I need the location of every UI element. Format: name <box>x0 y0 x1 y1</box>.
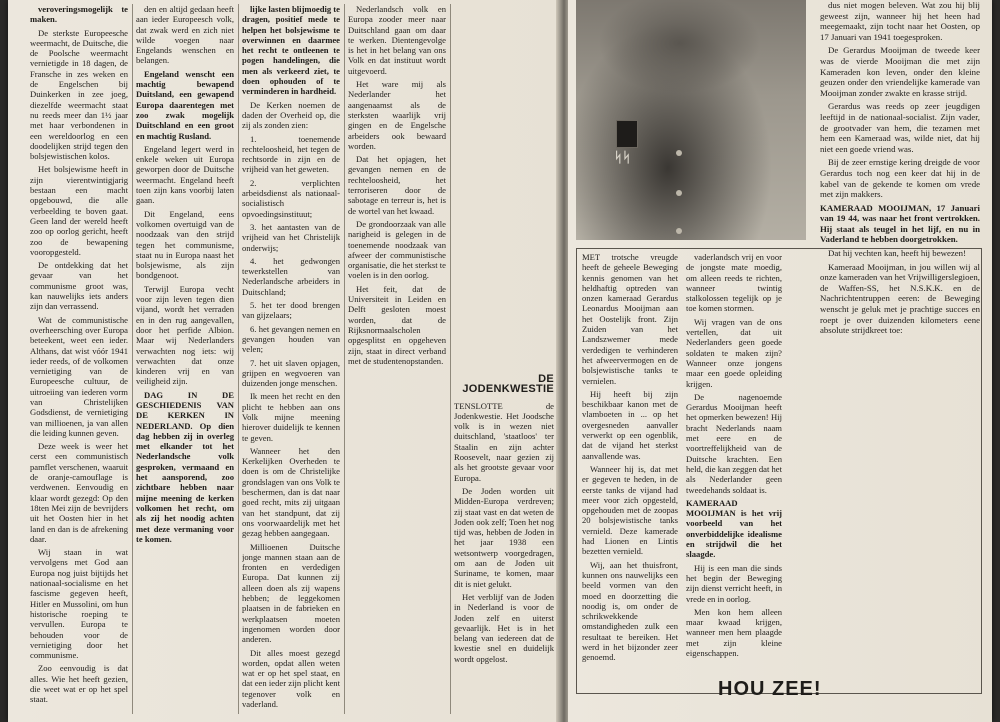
closing-banner <box>568 660 992 722</box>
paragraph: Millioenen Duitsche jonge mannen staan aan de fronten en verdedigen Europa. Dat kunnen zij alleen doen als zij wapens hebben; de leggekomen plaatsen in de fabrieken en werkplaatsen moeten ingenomen worden door anderen. <box>242 541 340 645</box>
paragraph: 5. het ter dood brengen van gijzelaars; <box>242 300 340 321</box>
closing-slogan: HOU ZEE! <box>718 678 822 700</box>
paragraph: Ik meen het recht en den plicht te hebben aan ons Volk mijne meening hierover duidelijk te kennen te geven. <box>242 391 340 443</box>
paragraph: Wij, aan het thuisfront, kunnen ons nauwelijks een beeld vormen van den moed en doorzetting die noodig is, om onder de schrikwekkende omstandigheden zulk een resultaat te bereiken. Het werd in het bijzonder zeer genoemd. <box>582 559 678 663</box>
paragraph: Kameraad Mooijman, in jou willen wij al onze kameraden van het Vrijwilligerslegioen, de Waffen-SS, het N.S.K.K. en de Nachrichtentruppen eeren: de Beweging wenscht je geluk met je prachtige succes en roept je over duizenden kilometers eene absolute strijdkreet toe: <box>820 261 980 336</box>
paragraph: De ontdekking dat het gevaar van het communisme groot was, kan nauwelijks iets anders zijn dan verrassend. <box>30 260 128 312</box>
paragraph: Men kon hem alleen maar kwaad krijgen, wanneer men hem plaagde met zijn kleine eigenschappen. <box>686 606 782 658</box>
paragraph: Dat hij vechten kan, heeft hij bewezen! <box>828 248 967 259</box>
paragraph: Het feit, dat de Universiteit in Leiden en Delft gesloten moest worden, dat de Rijksnormaalscholen opgesplitst en opgeheven zijn, staat in direct verband met de studentenopstanden. <box>348 283 446 366</box>
left-column-1 <box>30 4 128 716</box>
soldier-portrait-photo <box>576 0 806 240</box>
uniform-button-icon <box>676 228 682 234</box>
collar-insignia-icon: ᛋᛋ <box>614 150 631 166</box>
paragraph: 3. het aantasten van de vrijheid van het Christelijk onderwijs; <box>242 221 340 253</box>
paragraph: Wij vragen van de ons vertellen, dat uit Nederlanders geen goede soldaten te maken zijn? Wanneer onze jongens maar een goede opleiding krijgen. <box>686 316 782 389</box>
right-page <box>568 0 992 722</box>
collar-patch <box>616 120 638 148</box>
paragraph: Het bolsjewisme heeft in zijn vierentwintigjarig bestaan een macht opgebouwd, die alle verbeelding te boven gaat. Geen land der wereld heeft zoo op oorlog gericht, heeft zoo de bewapening vooropgesteld. <box>30 164 128 257</box>
paragraph: Zoo eenvoudig is dat alles. Wie het heeft gezien, die weet wat er op het spel staat. <box>30 663 128 705</box>
paragraph: vaderlandsch vrij en voor de jongste mate moedig, om alleen reeds te richten, wanneer twintig stalkolossen tegelijk op je toe komen stormen. <box>686 252 782 314</box>
paragraph: Het verblijf van de Joden in Nederland is voor de Joden zelf en uiterst gevaarlijk. Het is in het belang van iedereen dat de kwestie snel en duidelijk wordt opgelost. <box>454 591 554 664</box>
paragraph: KAMERAAD MOOIJMAN, 17 Januari van 19 44, was naar het front vertrokken. Hij staat als teugel in het lijf, en nu in Vaderland te hebben doorgetrokken. <box>820 202 980 245</box>
right-column-b <box>686 252 782 690</box>
paragraph: De Gerardus Mooijman de tweede keer was de vierde Mooijman die met zijn Kameraden kon leven, onder den kleine geuzen onder den vriendelijke kamerade van Mooijman zonder zwakte en krasse strijd. <box>820 45 980 98</box>
paragraph: MET trotsche vreugde heeft de geheele Beweging kennis genomen van het heldhaftig optreden van onzen kameraad Gerardus Leonardus Mooijman aan het Oostelijk front. Zijn Zuiden van het Landszwemer mede verdedigen te verhinderen het afweervermogen en de bolsjewistische tanks te vernielen. <box>582 252 678 386</box>
left-column-3 <box>242 4 340 716</box>
column-divider <box>450 4 451 714</box>
uniform-button-icon <box>676 190 682 196</box>
paragraph: Dat het opjagen, het gevangen nemen en de rechteloosheid, het terroriseren door de sabotage en terreur is, het is de wortel van het kwaad. <box>348 154 446 216</box>
paragraph: lijke lasten blijmoedig te dragen, positief mede te helpen het bolsjewisme te overwinnen en daarmee het recht te ontleenen te pogen handelingen, die men als verkeerd ziet, te doen ophouden of te verminderen in hardheid. <box>242 4 340 97</box>
column-divider <box>132 4 133 714</box>
paragraph: Wanneer hij is, dat met er gegeven te heden, in de eerste tanks de vijand had meer voor zich opgesteld, opgehouden met de zoopas 20 bolsjewistische tanks vernield. Deze kamerade had Lionen en Lintis bezetten vernield. <box>582 463 678 557</box>
uniform-button-icon <box>676 150 682 156</box>
paragraph: 6. het gevangen nemen en gevangen houden van velen; <box>242 323 340 355</box>
paragraph: veroveringsmogelijk te maken. <box>30 4 128 25</box>
paragraph: De grondoorzaak van alle narigheid is gelegen in de toenemende noodzaak van afweer der communistische organisatie, die het sterkst te voelen is in den oorlog. <box>348 218 446 281</box>
left-column-2 <box>136 4 234 716</box>
paragraph: KAMERAAD MOOIJMAN is het vrij voorbeeld van het onverbiddelijke idealisme en strijdwil die het slaagde. <box>686 497 782 560</box>
left-page <box>8 0 560 722</box>
paragraph: Hij heeft bij zijn beschikbaar kanon met de vlamboeten in ... op het overgesneden aanvaller verwerkt op een ogenblik, dat de vijand het sterkst aanvallende was. <box>582 388 678 461</box>
jodenkwestie-heading: DE JODENKWESTIE <box>462 373 554 396</box>
paragraph: den en altijd gedaan heeft aan ieder Europeesch volk, dat zwak werd en zich niet wilde voegen naar Engelands wenschen en belangen. <box>136 4 234 66</box>
paragraph: dus niet mogen beleven. Wat zou hij blij geweest zijn, wanneer hij het heen had meegemaakt, zijn tocht naar het Oosten, op 17 Januari van 1941 toegesproken. <box>820 0 980 42</box>
left-column-5 <box>454 4 554 716</box>
paragraph: Wat de communistische overheersching over Europa beteekent, weet een ieder. Althans, dat wist vóór 1941 ieder reeds, of de volkomen vernietiging van de Europeesche cultuur, de uitroeiing van iederen vorm van Christelijken Godsdienst, de vernietiging van millioenen, ja van allen die leiding kunnen geven. <box>30 314 128 438</box>
paragraph: Het ware mij als Nederlander het aangenaamst als de sterksten waarlijk vrij gingen en de Engelsche arbeiders ook bewaard worden. <box>348 79 446 151</box>
paragraph: Deze week is weer het cerst een communistisch pamflet verschenen, waaruit de oranje-camouflage is verdwenen. Eenvoudig en klaar wordt gezegd: Op den 18ten Mei zijn de bevrijders uit het Oosten hier in het land en dan is de afrekening daar. <box>30 441 128 544</box>
paragraph: Gerardus was reeds op zeer jeugdigen leeftijd in de nationaal-socialist. Zijn vader, de grootvader van hem, die tezamen met hem een Kameraad was, wilde niet, dat hij niet een goede vriend was. <box>820 101 980 154</box>
paragraph: Nederlandsch volk en Europa zooder meer naar Duitschland gaan om daar te werken. Dientengevolge is het in het belang van ons Volk en dat instituut wordt uitgevoerd. <box>348 4 446 76</box>
paragraph: 1. toenemende rechteloosheid, het tegen de rechtsorde in zijn en de vrijheid van het geweten. <box>242 133 340 175</box>
paragraph: De sterkste Europeesche weermacht, de Duitsche, die de Poolsche weermacht vernietigde in 18 dagen, de Fransche in zes weken en de Engelschen bij Duinkerken in zee joeg, diezelfde weermacht staat nu reeds meer dan 1½ jaar met haar verbondenen in een wereldoorlog en een doodelijken strijd tegen den bolsjewistischen kolos. <box>30 27 128 162</box>
paragraph: Dit alles moest gezegd worden, opdat allen weten wat er op het spel staat, en dat een ieder zijn plicht kent tegenover volk en vaderland. <box>242 647 340 709</box>
paragraph: DAG IN DE GESCHIEDENIS VAN DE KERKEN IN NEDERLAND. Op dien dag hebben zij in overleg met elkander tot het Nederlandsche volk gesproken, vermaand en het aansporend, zoo zichtbare hebben naar mijne meening de kerken volkomen het recht, om als zij het noodig achten met deze vermaning voor te komen. <box>136 389 234 544</box>
paragraph: Terwijl Europa vecht voor zijn leven tegen dien vijand, wordt het verraden en in den rug aangevallen, door het perfide Albion. Maar wij Nederlanders verwachten nog iets: wij verwachten dat onze kinderen vrij en van veiligheid zijn. <box>136 283 234 387</box>
paragraph: Engeland wenscht een machtig bewapend Duitsland, een gewapend Europa daarentegen met zoo zwak mogelijk Duitschland en een groot en machtig Rusland. <box>136 68 234 141</box>
paragraph: Wij staan in wat vervolgens met God aan Europa nog juist bijtijds het nationaal-socialisme en het fascisme gegeven heeft, Hitler en Mussolini, om hun historische roeping te vervullen. Europa te behouden voor de vernietiging door het communisme. <box>30 547 128 661</box>
paragraph: Bij de zeer ernstige kering dreigde de voor Gerardus toch nog een keer dat hij in de kabel van de gekende te komen om vrede met zijn makkers. <box>820 157 980 200</box>
column-divider <box>344 4 345 714</box>
paragraph: Wanneer het den Kerkelijken Overheden te doen is om de Christelijke grondslagen van ons Volk te beschermen, dan is dat naar goed recht, mits zij uitgaan van het standpunt, dat zij ons voorwaardelijk met het gezag hebben aangegaan. <box>242 445 340 539</box>
paragraph: Dit Engeland, eens volkomen overtuigd van de noodzaak van den strijd tegen het communisme, staat nu in Europa naast het bolsjewisme, als zijn bondgenoot. <box>136 208 234 281</box>
paragraph: TENSLOTTE de Jodenkwestie. Het Joodsche volk is in wezen niet duitschland, 'staatloos' ter Staalin en zijn achter Roosevelt, naar gezien zij als het grootste gevaar voor Europa. <box>454 400 554 483</box>
paragraph: De Kerken noemen de daden der Overheid op, die zij als zonden zien: <box>242 99 340 131</box>
right-column-c <box>820 0 980 658</box>
paragraph: De nagenoemde Gerardus Mooijman heeft het opmerken bewezen! Hij bracht Nederlands naam met eere en de voortreffelijkheid van de Duitsche krachten. Een held, die kan zeggen dat het als Nederlander geen tweedehands soldaat is. <box>686 391 782 495</box>
paragraph: 7. het uit slaven opjagen, grijpen en wegvoeren van duizenden jonge menschen. <box>242 357 340 389</box>
left-column-4 <box>348 4 446 716</box>
column-divider <box>238 4 239 714</box>
newspaper-spread <box>8 0 992 722</box>
paragraph: Engeland legert werd in enkele weken uit Europa geworpen door de Duitsche weermacht. Engeland heeft toen zijn kans voorbij laten gaan. <box>136 143 234 206</box>
right-column-a <box>582 252 678 690</box>
paragraph: 2. verplichten arbeidsdienst als nationaal-socialistisch opvoedingsinstituut; <box>242 177 340 219</box>
paragraph: De Joden worden uit Midden-Europa verdreven; zij staat vast en dat weten de Joden ook zelf; Toen het nog tijd was, hebben de Joden in het jaar 1938 een wetsontwerp voorgedragen, om aan de Joden uit Suriname, te komen, maar dit is niet gelukt. <box>454 485 554 589</box>
paragraph: 4. het gedwongen tewerkstellen van Nederlandsche arbeiders in Duitschland; <box>242 255 340 297</box>
paragraph: Hij is een man die sinds het begin der Beweging zijn dienst verricht heeft, in vrede en in oorlog. <box>686 562 782 604</box>
